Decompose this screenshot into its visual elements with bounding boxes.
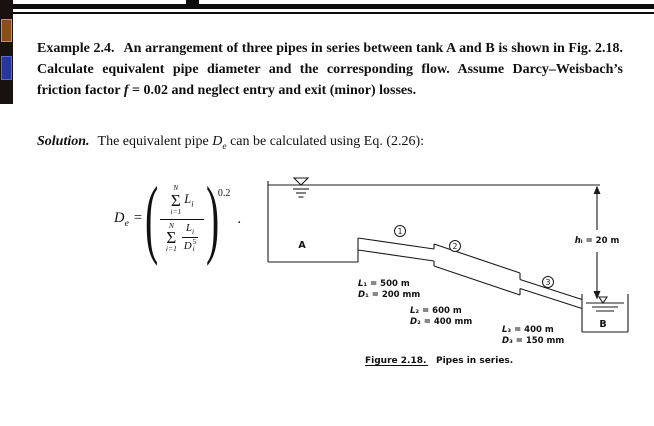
left-toolbar-icon-2[interactable] bbox=[1, 56, 12, 80]
fraction-numerator bbox=[160, 184, 203, 220]
equation-lhs: $D_e$ = bbox=[114, 209, 143, 229]
pipe-1 bbox=[358, 238, 434, 261]
pipe-2-diameter-label: D₂ = 400 mm bbox=[410, 317, 473, 327]
pipe-3-length-label: L₃ = 400 m bbox=[502, 325, 554, 335]
solution-paragraph bbox=[37, 131, 623, 154]
pipe-1-length-label: L₁ = 500 m bbox=[358, 279, 410, 289]
equation-2-26 bbox=[114, 170, 242, 268]
tank-b-label: B bbox=[599, 319, 607, 330]
summation-symbol: N Σ i=1 bbox=[165, 220, 177, 254]
top-border-rule bbox=[9, 4, 654, 9]
example-paragraph bbox=[37, 38, 623, 101]
inner-fraction bbox=[182, 222, 198, 254]
f-symbol: f bbox=[123, 83, 129, 98]
pipe-3-diameter-label: D₃ = 150 mm bbox=[502, 336, 565, 346]
pipes-in-series-diagram bbox=[250, 170, 650, 382]
tank-a-label: A bbox=[298, 240, 306, 251]
pipe-2-marker: 2 bbox=[452, 241, 458, 251]
solution-body-1: The equivalent pipe bbox=[97, 134, 213, 149]
pipe-2 bbox=[434, 241, 520, 295]
arrow-up-icon bbox=[594, 186, 601, 194]
example-label: Example 2.4. bbox=[37, 41, 115, 56]
figure-caption-text: Pipes in series. bbox=[436, 356, 514, 366]
top-notch bbox=[186, 0, 199, 7]
open-paren: ( bbox=[145, 170, 159, 268]
summation-symbol: N Σ i=1 bbox=[170, 183, 182, 216]
tank-a bbox=[268, 178, 358, 262]
pipe-1-marker: 1 bbox=[397, 226, 403, 236]
pipe-1-diameter-label: D₁ = 200 mm bbox=[358, 290, 421, 300]
fraction-denominator bbox=[166, 220, 198, 255]
pipe-2-length-label: L₂ = 600 m bbox=[410, 306, 462, 316]
top-border-rule-thin bbox=[9, 12, 654, 14]
equation-fraction bbox=[160, 184, 203, 254]
equation-exponent: 0.2 bbox=[217, 188, 231, 199]
example-body-2: = 0.02 and neglect entry and exit (minor) losses. bbox=[128, 83, 417, 98]
inner-fraction-denominator: D 5 i bbox=[183, 238, 197, 254]
inner-fraction-numerator: $L_i$ bbox=[182, 222, 198, 238]
left-toolbar-icon-1[interactable] bbox=[1, 19, 12, 42]
pipe-3-marker: 3 bbox=[545, 277, 551, 287]
pipe-markers bbox=[395, 226, 554, 288]
solution-label: Solution. bbox=[37, 134, 90, 149]
de-symbol: $D_e$ bbox=[212, 134, 227, 152]
equation-period: . bbox=[237, 210, 242, 227]
head-loss-label: hₗ = 20 m bbox=[574, 236, 620, 246]
water-level-symbol-a bbox=[294, 178, 308, 185]
solution-body-2: can be calculated using Eq. (2.26): bbox=[226, 134, 425, 149]
numerator-term: $L_i$ bbox=[184, 192, 194, 209]
close-paren: ) bbox=[205, 170, 219, 268]
water-level-symbol-b bbox=[599, 297, 607, 303]
left-edge-strip bbox=[0, 0, 13, 104]
figure-2-18 bbox=[250, 170, 650, 382]
figure-caption-label: Figure 2.18. bbox=[365, 356, 427, 366]
figure-caption bbox=[365, 356, 513, 366]
equals-sign: = bbox=[133, 209, 143, 226]
example-body-1: An arrangement of three pipes in series between tank A and B is shown in Fig. 2.18. Calculate equivalent pipe diameter and the corresponding flow. Assume Darcy–Weisbach’s friction factor bbox=[37, 41, 623, 98]
